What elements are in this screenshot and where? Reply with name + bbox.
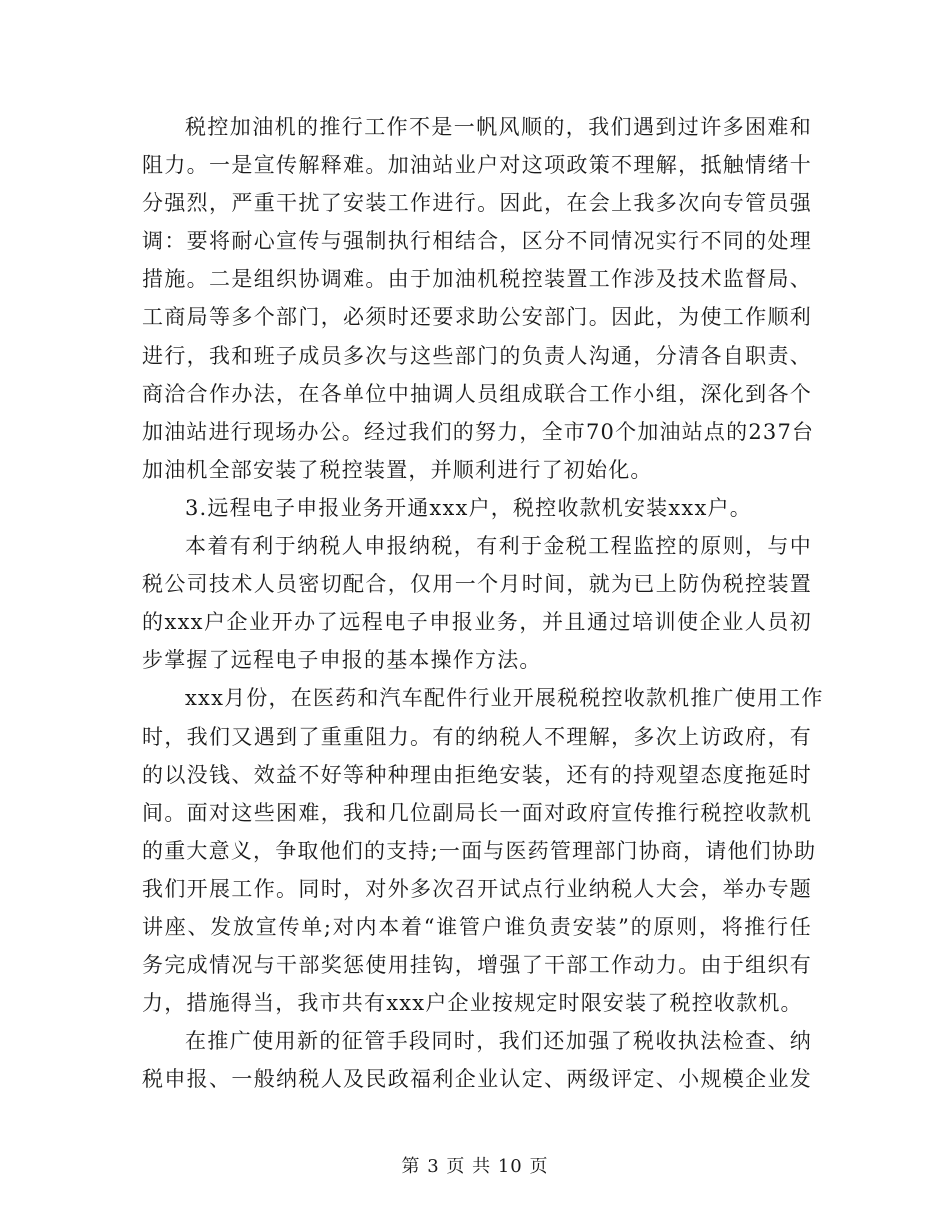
text-line: 加油机全部安装了税控装置，并顺利进行了初始化。	[142, 457, 653, 482]
text-line: 税公司技术人员密切配合，仅用一个月时间，就为已上防伪税控装置	[142, 572, 812, 597]
text-line: 力，措施得当，我市共有xxx户企业按规定时限安装了税控收款机。	[142, 991, 803, 1016]
text-line: 工商局等多个部门，必须时还要求助公安部门。因此，为使工作顺利	[142, 305, 812, 330]
text-line: 税申报、一般纳税人及民政福利企业认定、两级评定、小规模企业发	[142, 1067, 812, 1092]
text-line: 时，我们又遇到了重重阻力。有的纳税人不理解，多次上访政府，有	[142, 724, 812, 749]
text-line: 我们开展工作。同时，对外多次召开试点行业纳税人大会，举办专题	[142, 876, 812, 901]
text-line: 步掌握了远程电子申报的基本操作方法。	[142, 648, 542, 673]
text-line: 讲座、发放宣传单;对内本着“谁管户谁负责安装”的原则，将推行任	[142, 914, 812, 939]
text-line: xxx月份，在医药和汽车配件行业开展税税控收款机推广使用工作	[185, 686, 824, 711]
text-line: 的xxx户企业开办了远程电子申报业务，并且通过培训使企业人员初	[142, 610, 812, 635]
text-line: 调：要将耐心宣传与强制执行相结合，区分不同情况实行不同的处理	[142, 229, 812, 254]
text-line: 措施。二是组织协调难。由于加油机税控装置工作涉及技术监督局、	[142, 267, 812, 292]
text-line: 税控加油机的推行工作不是一帆风顺的，我们遇到过许多困难和	[185, 115, 812, 139]
text-line: 务完成情况与干部奖惩使用挂钩，增强了干部工作动力。由于组织有	[142, 953, 812, 978]
text-line: 在推广使用新的征管手段同时，我们还加强了税收执法检查、纳	[185, 1029, 812, 1054]
text-line: 本着有利于纳税人申报纳税，有利于金税工程监控的原则，与中	[185, 534, 812, 559]
page-footer: 第 3 页 共 10 页	[401, 1156, 549, 1177]
text-line: 的以没钱、效益不好等种种理由拒绝安装，还有的持观望态度拖延时	[142, 762, 812, 787]
body-text	[142, 108, 824, 1098]
text-line: 分强烈，严重干扰了安装工作进行。因此，在会上我多次向专管员强	[142, 191, 812, 216]
text-line: 阻力。一是宣传解释难。加油站业户对这项政策不理解，抵触情绪十	[142, 153, 812, 178]
section-heading: 3.远程电子申报业务开通xxx户，税控收款机安装xxx户。	[185, 495, 752, 520]
text-line: 间。面对这些困难，我和几位副局长一面对政府宣传推行税控收款机	[142, 800, 812, 825]
text-line: 进行，我和班子成员多次与这些部门的负责人沟通，分清各自职责、	[142, 343, 812, 368]
text-line: 加油站进行现场办公。经过我们的努力，全市70个加油站点的237台	[142, 419, 815, 444]
text-line: 的重大意义，争取他们的支持;一面与医药管理部门协商，请他们协助	[142, 838, 817, 863]
text-line: 商洽合作办法，在各单位中抽调人员组成联合工作小组，深化到各个	[142, 381, 812, 406]
